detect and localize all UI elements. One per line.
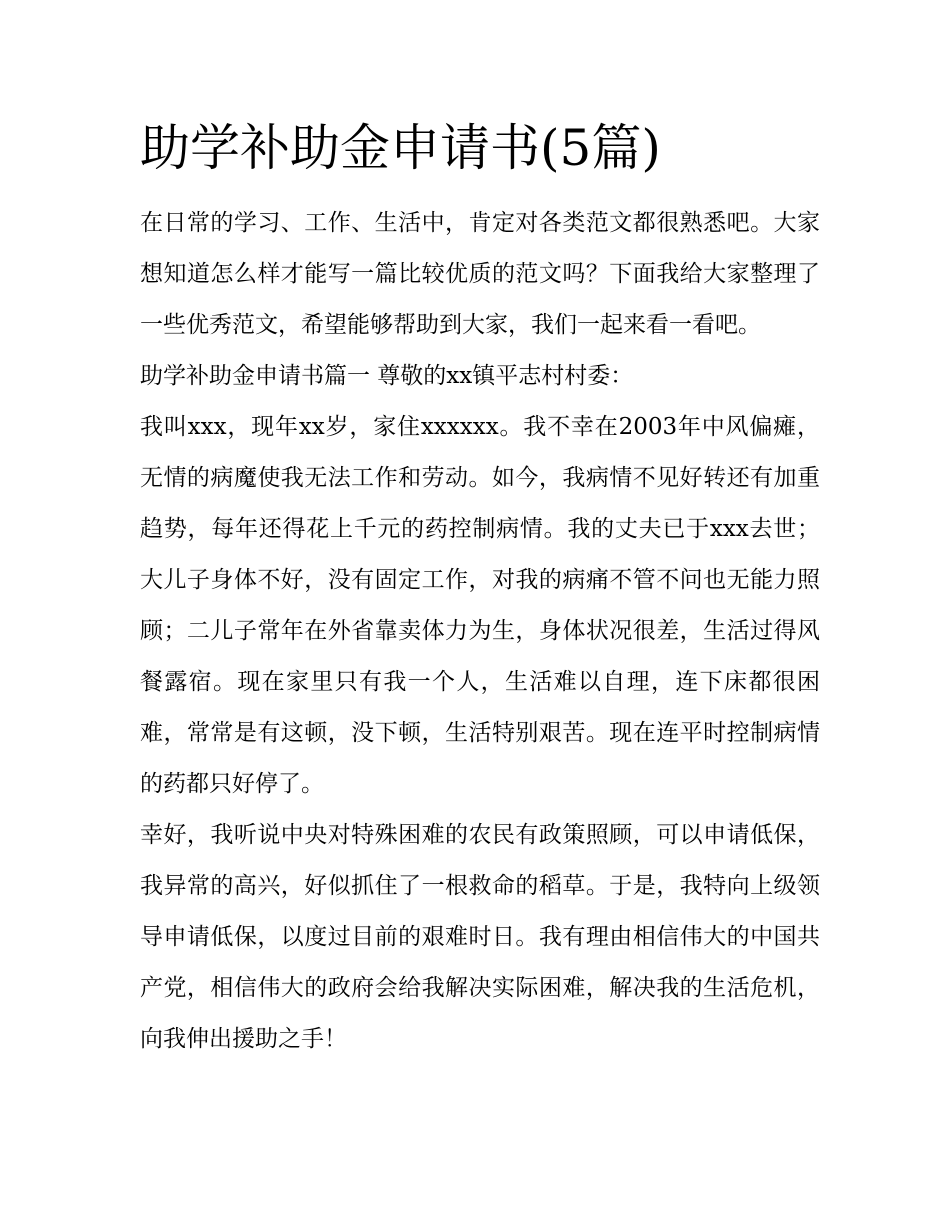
document-body bbox=[140, 198, 820, 1065]
situation-paragraph: 我叫xxx，现年xx岁，家住xxxxxx。我不幸在2003年中风偏瘫，无情的病魔使我无法工作和劳动。如今，我病情不见好转还有加重趋势，每年还得花上千元的药控制病情。我的丈夫已于xxx去世；大儿子身体不好，没有固定工作，对我的病痛不管不问也无能力照顾；二儿子常年在外省靠卖体力为生，身体状况很差，生活过得风餐露宿。现在家里只有我一个人，生活难以自理，连下床都很困难，常常是有这顿，没下顿，生活特别艰苦。现在连平时控制病情的药都只好停了。 bbox=[140, 414, 820, 797]
request-paragraph: 幸好，我听说中央对特殊困难的农民有政策照顾，可以申请低保，我异常的高兴，好似抓住了一根救命的稻草。于是，我特向上级领导申请低保，以度过目前的艰难时日。我有理由相信伟大的中国共产党，相信伟大的政府会给我解决实际困难，解决我的生活危机，向我伸出援助之手！ bbox=[140, 822, 820, 1052]
intro-paragraph: 在日常的学习、工作、生活中，肯定对各类范文都很熟悉吧。大家想知道怎么样才能写一篇比较优质的范文吗？下面我给大家整理了一些优秀范文，希望能够帮助到大家，我们一起来看一看吧。 bbox=[140, 210, 820, 338]
document-title: 助学补助金申请书(5篇) bbox=[140, 119, 661, 177]
salutation-paragraph: 助学补助金申请书篇一 尊敬的xx镇平志村村委： bbox=[140, 363, 634, 389]
